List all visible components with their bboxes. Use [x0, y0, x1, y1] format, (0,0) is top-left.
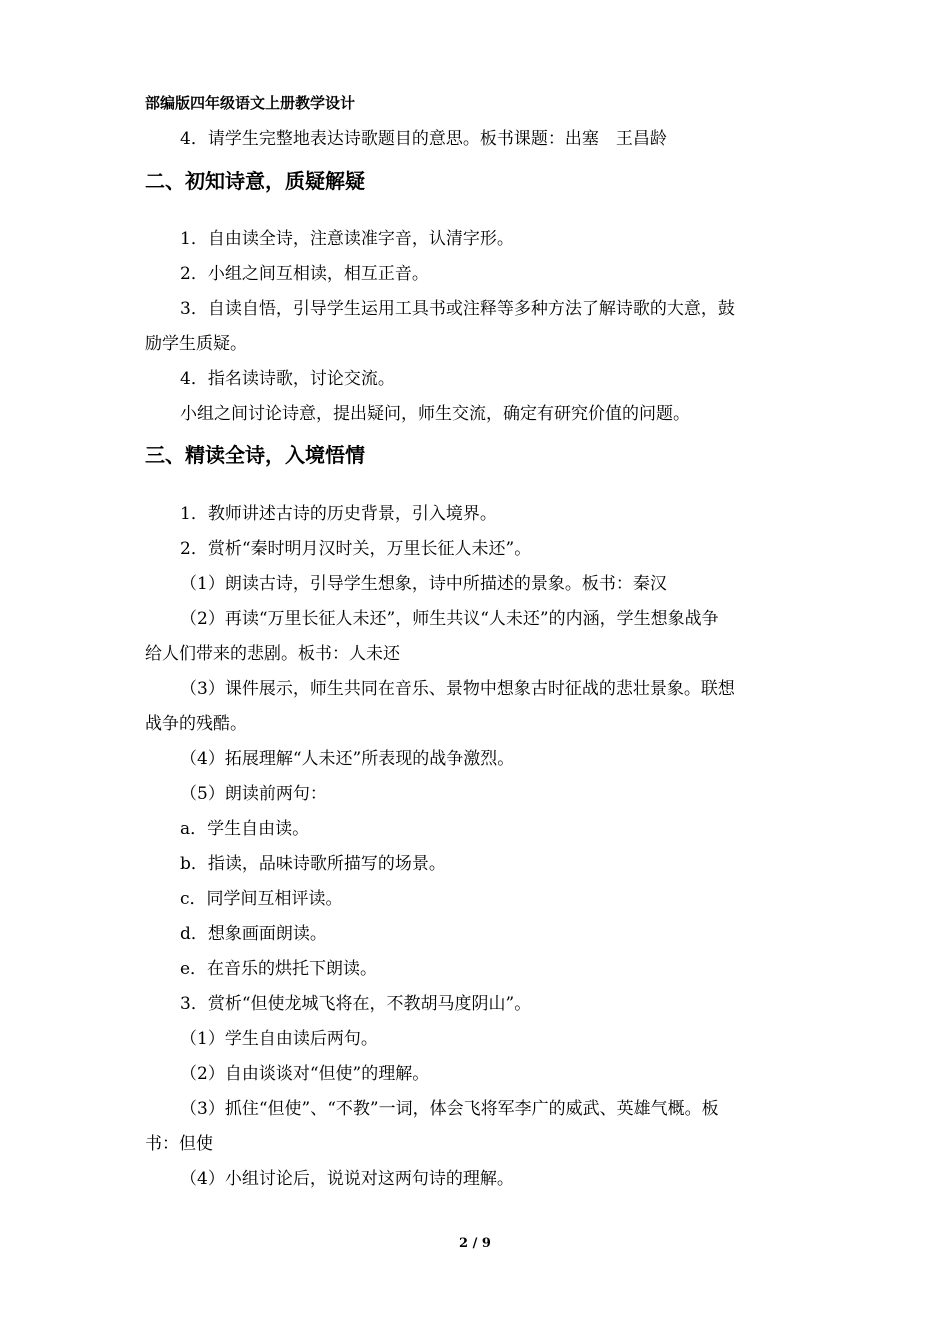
- section-heading: 二、初知诗意，质疑解疑: [145, 169, 365, 193]
- paragraph-line: 3．赏析“但使龙城飞将在，不教胡马度阴山”。: [180, 994, 532, 1014]
- paragraph-line: 小组之间讨论诗意，提出疑问，师生交流，确定有研究价值的问题。: [180, 404, 690, 424]
- paragraph-line: 书：但使: [145, 1134, 213, 1154]
- paragraph-line: e．在音乐的烘托下朗读。: [180, 959, 378, 979]
- paragraph-line: 4．请学生完整地表达诗歌题目的意思。板书课题：出塞 王昌龄: [180, 129, 667, 149]
- paragraph-line: 给人们带来的悲剧。板书：人未还: [145, 644, 400, 664]
- paragraph-line: 2．赏析“秦时明月汉时关，万里长征人未还”。: [180, 539, 532, 559]
- paragraph-line: 2．小组之间互相读，相互正音。: [180, 264, 429, 284]
- paragraph-line: （4）小组讨论后，说说对这两句诗的理解。: [180, 1169, 514, 1189]
- paragraph-line: （2）自由谈谈对“但使”的理解。: [180, 1064, 430, 1084]
- paragraph-line: b．指读，品味诗歌所描写的场景。: [180, 854, 446, 874]
- section-heading: 三、精读全诗，入境悟情: [145, 443, 365, 467]
- paragraph-line: （4）拓展理解“人未还”所表现的战争激烈。: [180, 749, 515, 769]
- paragraph-line: c．同学间互相评读。: [180, 889, 343, 909]
- paragraph-line: （1）学生自由读后两句。: [180, 1029, 378, 1049]
- document-header: 部编版四年级语文上册教学设计: [145, 94, 356, 112]
- paragraph-line: （3）课件展示，师生共同在音乐、景物中想象古时征战的悲壮景象。联想: [180, 679, 735, 699]
- paragraph-line: （3）抓住“但使”、“不教”一词，体会飞将军李广的威武、英雄气概。板: [180, 1099, 719, 1119]
- paragraph-line: （2）再读“万里长征人未还”，师生共议“人未还”的内涵，学生想象战争: [180, 609, 719, 629]
- paragraph-line: 4．指名读诗歌，讨论交流。: [180, 369, 395, 389]
- paragraph-line: d．想象画面朗读。: [180, 924, 327, 944]
- paragraph-line: 1．教师讲述古诗的历史背景，引入境界。: [180, 504, 497, 524]
- paragraph-line: 3．自读自悟，引导学生运用工具书或注释等多种方法了解诗歌的大意，鼓: [180, 299, 735, 319]
- paragraph-line: （5）朗读前两句：: [180, 784, 327, 804]
- paragraph-line: （1）朗读古诗，引导学生想象，诗中所描述的景象。板书：秦汉: [180, 574, 667, 594]
- paragraph-line: a．学生自由读。: [180, 819, 310, 839]
- paragraph-line: 1．自由读全诗，注意读准字音，认清字形。: [180, 229, 514, 249]
- page-number: 2 / 9: [459, 1236, 491, 1251]
- paragraph-line: 战争的残酷。: [145, 714, 247, 734]
- paragraph-line: 励学生质疑。: [145, 334, 247, 354]
